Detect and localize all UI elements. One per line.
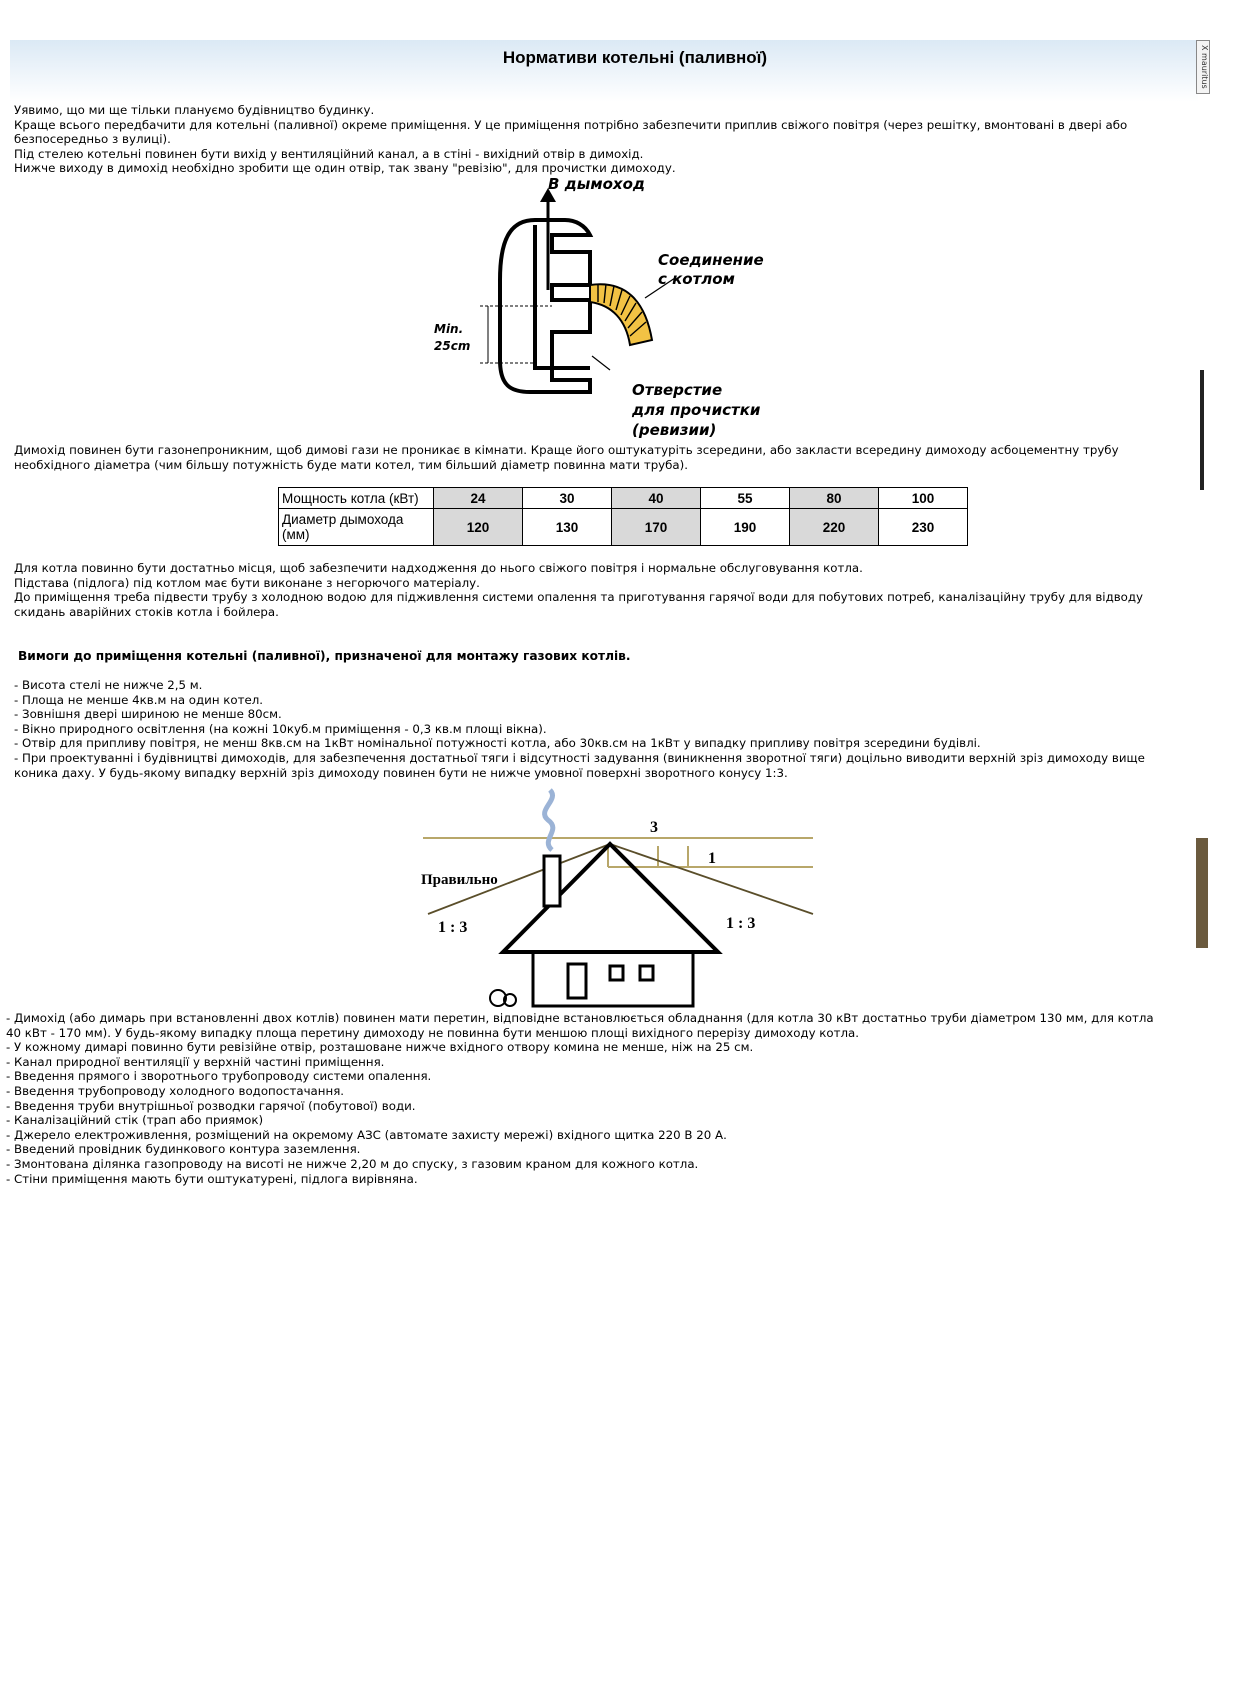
after-table-paragraph: Для котла повинно бути достатньо місця, щоб забезпечити надходження до нього свіжого повітря і нормальне обслуговування котла. Підстава (підлога) під котлом має бути виконане з негорючого матеріалу. До приміщення треба підвести трубу з холодною водою для підживлення системи опалення та приготування гарячої води для побутових потреб, каналізаційну трубу для відводу скидань аварійних стоків котла і бойлера. bbox=[14, 561, 1144, 619]
table-cell: 130 bbox=[523, 509, 612, 546]
label-1: 1 bbox=[708, 850, 716, 867]
table-cell: 170 bbox=[612, 509, 701, 546]
label-hole-line3: (ревизии) bbox=[632, 421, 717, 439]
label-25cm: 25cm bbox=[434, 339, 471, 353]
table-row bbox=[279, 509, 968, 546]
row-label-diameter: Диаметр дымохода (мм) bbox=[279, 509, 434, 546]
table-row bbox=[279, 488, 968, 509]
label-to-chimney: В дымоход bbox=[548, 175, 645, 193]
label-hole-line1: Отверстие bbox=[632, 381, 723, 399]
label-min: Min. bbox=[434, 322, 464, 336]
label-connection-line1: Соединение bbox=[658, 251, 764, 269]
label-correct: Правильно bbox=[421, 872, 498, 888]
table-cell: 40 bbox=[612, 488, 701, 509]
requirements-list: - Висота стелі не нижче 2,5 м. - Площа не менше 4кв.м на один котел. - Зовнішня двері шириною не менше 80см. - Вікно природного освітлення (на кожні 10куб.м приміщення - 0,3 кв.м площі вікна). - Отвір для припливу повітря, не менш 8кв.см на 1кВт номінальної потужності котла, або 30кв.см на 1кВт у випадку припливу повітря зсередини будівлі. - При проектуванні і будівництві димоходів, для забезпечення достатньої тяги і відсутності задування (виникнення зворотної тяги) доцільно виводити верхній зріз димоходу вище коника даху. У будь-якому випадку верхній зріз димоходу повинен бути не нижче умовної поверхні зворотного конусу 1:3. bbox=[14, 678, 1145, 780]
table-cell: 100 bbox=[879, 488, 968, 509]
label-hole-line2: для прочистки bbox=[632, 401, 761, 419]
side-image-fragment bbox=[1196, 838, 1208, 948]
table-cell: 30 bbox=[523, 488, 612, 509]
roof-cone-diagram bbox=[418, 780, 818, 1012]
ad-close-label[interactable]: X mauritus bbox=[1196, 40, 1210, 94]
intro-paragraph: Уявимо, що ми ще тільки плануємо будівництво будинку. Краще всього передбачити для котельні (паливної) окреме приміщення. У це приміщення потрібно забезпечити приплив свіжого повітря (через решітку, вмонтовані в двері або безпосередньо з вулиці). Під стелею котельні повинен бути вихід у вентиляційний канал, а в стіні - вихідний отвір в димохід. Нижче виходу в димохід необхідно зробити ще один отвір, так звану "ревізію", для прочистки димоходу. bbox=[14, 103, 1128, 176]
table-cell: 220 bbox=[790, 509, 879, 546]
side-border bbox=[1200, 370, 1204, 490]
table-cell: 190 bbox=[701, 509, 790, 546]
label-3: 3 bbox=[650, 819, 658, 836]
page-header bbox=[10, 40, 1198, 102]
label-ratio-left: 1 : 3 bbox=[438, 919, 468, 936]
page-title: Нормативи котельні (паливної) bbox=[502, 48, 768, 67]
label-connection-line2: с котлом bbox=[658, 270, 735, 288]
chimney-diameter-table bbox=[278, 487, 968, 546]
requirements-list-2: - Димохід (або димарь при встановленні двох котлів) повинен мати перетин, відповідне встановлюється обладнання (для котла 30 кВт достатньо труби діаметром 130 мм, для котла 40 кВт - 170 мм). У будь-якому випадку площа перетину димоходу не повинна бути меншою площі вихідного перерізу димоходу котла. - У кожному димарі повинно бути ревізійне отвір, розташоване нижче вхідного отвору комина не менше, ніж на 25 см. - Канал природної вентиляції у верхній частині приміщення. - Введення прямого і зворотнього трубопроводу системи опалення. - Введення трубопроводу холодного водопостачання. - Введення труби внутрішньої розводки гарячої (побутової) води. - Каналізаційний стік (трап або приямок) - Джерело електроживлення, розміщений на окремому АЗС (автомате захисту мережі) вхідного щитка 220 В 20 А. - Введений провідник будинкового контура заземлення. - Змонтована ділянка газопроводу на висоті не нижче 2,20 м до спуску, з газовим краном для кожного котла. - Стіни приміщення мають бути оштукатурені, підлога вирівняна. bbox=[6, 1011, 1154, 1186]
table-cell: 230 bbox=[879, 509, 968, 546]
table-cell: 120 bbox=[434, 509, 523, 546]
table-cell: 80 bbox=[790, 488, 879, 509]
label-ratio-right: 1 : 3 bbox=[726, 915, 756, 932]
section-heading: Вимоги до приміщення котельні (паливної), призначеної для монтажу газових котлів. bbox=[18, 649, 631, 663]
table-cell: 24 bbox=[434, 488, 523, 509]
after-diagram-paragraph: Димохід повинен бути газонепроникним, щоб димові гази не проникає в кімнати. Краще його оштукатуріть зсередини, або закласти всередину димоходу асбоцементну трубу необхідного діаметра (чим більшу потужність буде мати котел, тим більший діаметр повинна мати труба). bbox=[14, 443, 1119, 472]
row-label-power: Мощность котла (кВт) bbox=[279, 488, 434, 509]
table-cell: 55 bbox=[701, 488, 790, 509]
chimney-diagram bbox=[434, 175, 800, 445]
